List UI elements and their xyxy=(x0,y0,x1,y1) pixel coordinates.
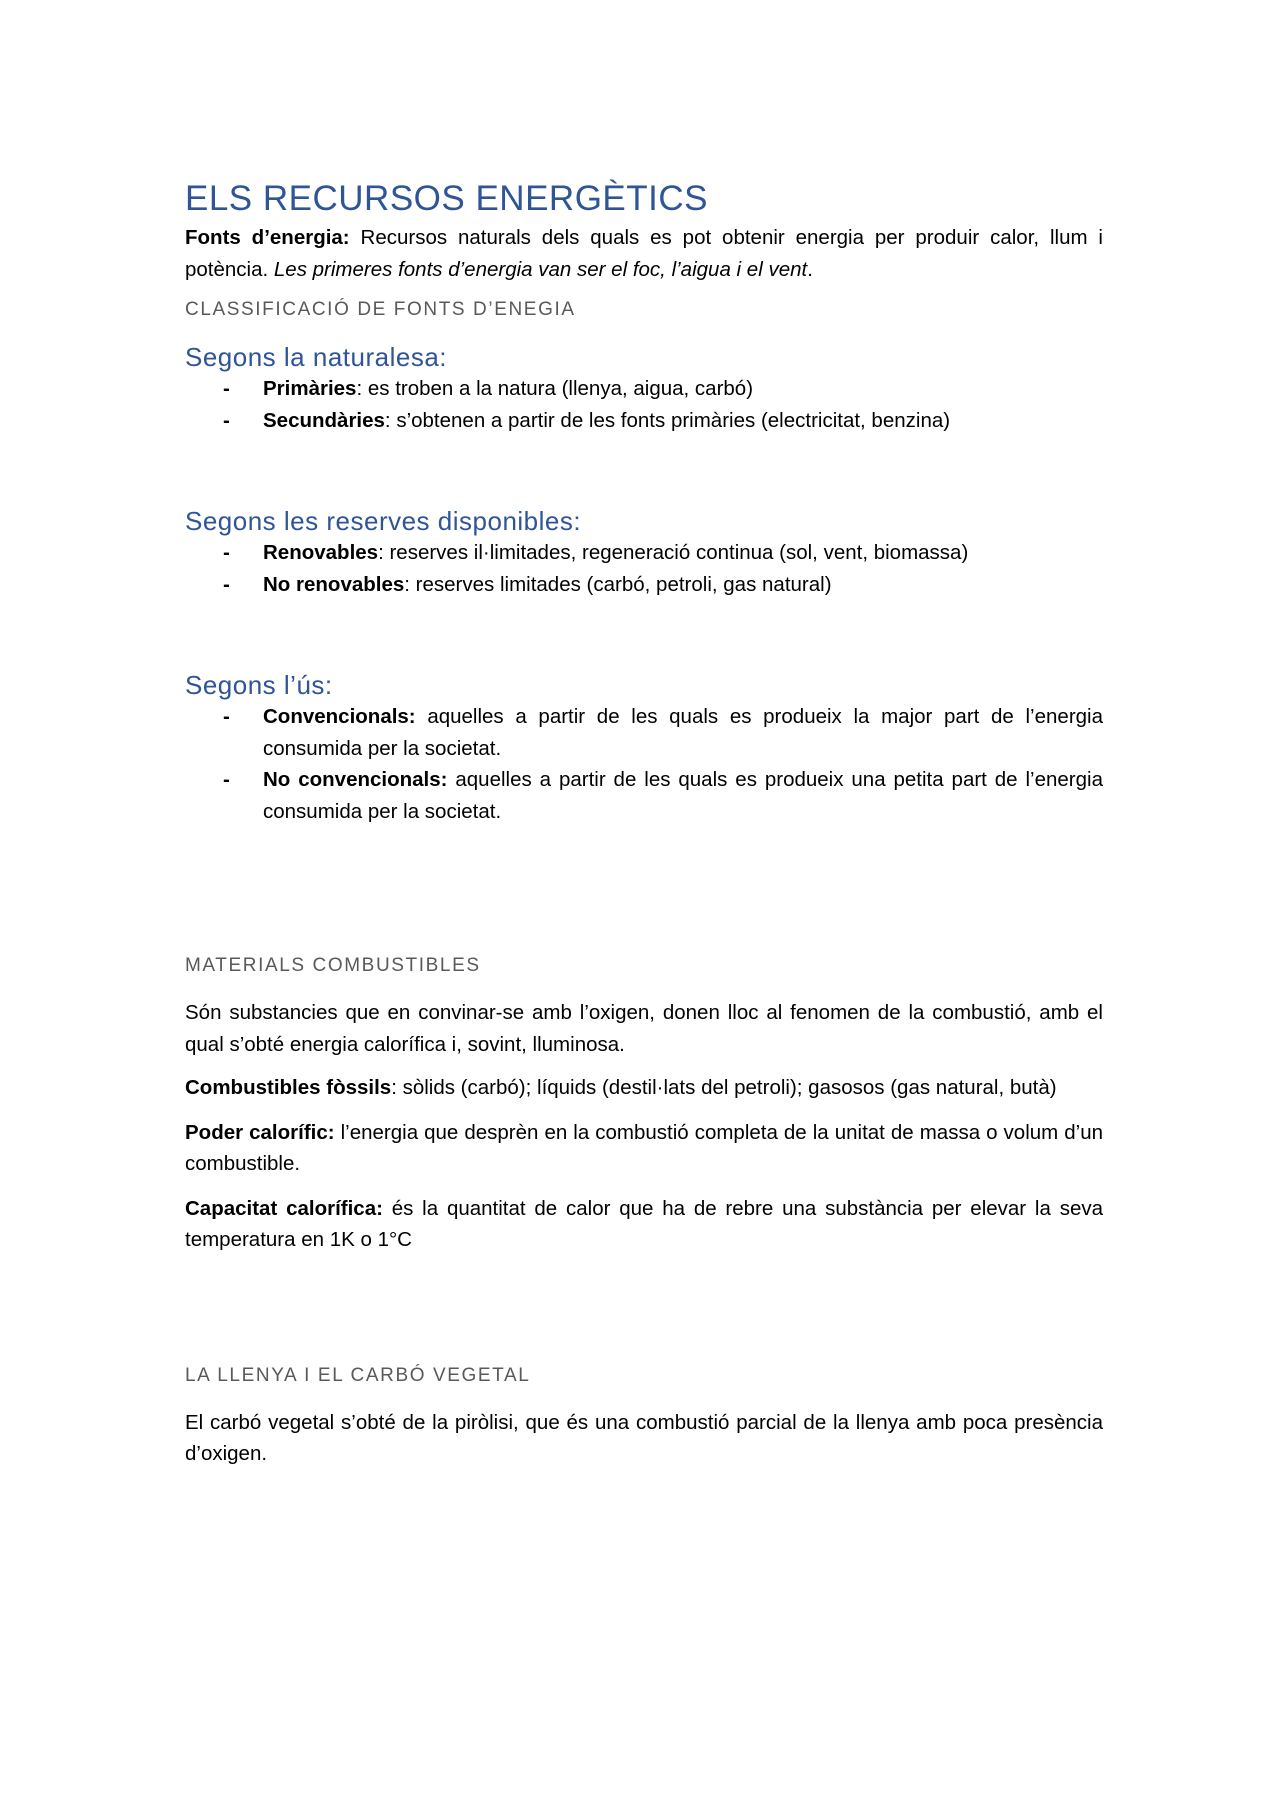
item-label: Primàries xyxy=(263,377,357,400)
list-item xyxy=(185,373,1103,405)
def-text: és la quantitat de calor que ha de rebre una substància per elevar la seva temperatura en 1K o 1°C xyxy=(185,1196,1103,1251)
intro-end: . xyxy=(807,257,813,281)
intro-label: Fonts d’energia: xyxy=(185,226,350,249)
intro-italic: Les primeres fonts d’energia van ser el foc, l’aigua i el vent xyxy=(273,257,808,281)
combustibles-intro: Són substancies que en convinar-se amb l’oxigen, donen lloc al fenomen de la combustió, amb el qual s’obté energia calorífica i, sovint, lluminosa. xyxy=(185,1001,1103,1056)
llenya-paragraph: El carbó vegetal s’obté de la piròlisi, que és una combustió parcial de la llenya amb poca presència d’oxigen. xyxy=(185,1410,1103,1465)
dash-marker: - xyxy=(223,408,230,432)
def-capacitat-calorifica xyxy=(185,1193,1103,1256)
dash-marker: - xyxy=(223,768,230,791)
dash-marker: - xyxy=(223,541,230,564)
item-text: : es troben a la natura (llenya, aigua, carbó) xyxy=(356,377,754,400)
item-label: No renovables xyxy=(263,572,405,596)
item-label: Renovables xyxy=(263,541,379,564)
subheading-us: Segons l’ús: xyxy=(185,670,333,700)
item-text: aquelles a partir de les quals es produeix una petita part de l’energia consumida per la societat. xyxy=(263,768,1103,823)
subheading-naturalesa: Segons la naturalesa: xyxy=(185,342,448,372)
def-combustibles-fossils xyxy=(185,1072,1103,1104)
item-label: Secundàries xyxy=(263,408,385,432)
list-item xyxy=(185,537,1103,569)
subheading-reserves: Segons les reserves disponibles: xyxy=(185,506,582,536)
section-heading-llenya: LA LLENYA I EL CARBÓ VEGETAL xyxy=(185,1364,531,1386)
intro-text: Recursos naturals dels quals es pot obtenir energia per produir calor, llum i potència. xyxy=(185,226,1103,281)
def-label: Combustibles fòssils xyxy=(185,1076,392,1099)
list-item xyxy=(185,701,1103,764)
def-text: : sòlids (carbó); líquids (destil·lats del petroli); gasosos (gas natural, butà) xyxy=(391,1076,1057,1099)
section-heading-classification: CLASSIFICACIÓ DE FONTS D’ENEGIA xyxy=(185,299,576,320)
list-reserves xyxy=(185,537,1103,600)
document-title: ELS RECURSOS ENERGÈTICS xyxy=(185,179,708,218)
item-text: : reserves limitades (carbó, petroli, gas natural) xyxy=(404,572,832,596)
list-item xyxy=(185,405,1103,437)
item-label: No convencionals: xyxy=(263,768,448,791)
list-naturalesa xyxy=(185,373,1103,436)
intro-paragraph xyxy=(185,222,1103,285)
def-poder-calorific xyxy=(185,1117,1103,1180)
dash-marker: - xyxy=(223,572,230,596)
item-label: Convencionals: xyxy=(263,705,416,728)
document-content xyxy=(185,178,1103,1470)
item-text: aquelles a partir de les quals es produeix la major part de l’energia consumida per la societat. xyxy=(263,705,1103,760)
dash-marker: - xyxy=(223,705,230,728)
list-us xyxy=(185,701,1103,827)
def-text: l’energia que desprèn en la combustió completa de la unitat de massa o volum d’un combustible. xyxy=(185,1120,1104,1175)
item-text: : reserves il·limitades, regeneració continua (sol, vent, biomassa) xyxy=(378,541,969,564)
item-text: : s’obtenen a partir de les fonts primàries (electricitat, benzina) xyxy=(384,408,951,432)
list-item xyxy=(185,764,1103,827)
section-heading-combustibles: MATERIALS COMBUSTIBLES xyxy=(185,955,481,976)
def-label: Poder calorífic: xyxy=(185,1120,335,1144)
list-item xyxy=(185,569,1103,601)
def-label: Capacitat calorífica: xyxy=(185,1196,383,1220)
dash-marker: - xyxy=(223,377,230,400)
